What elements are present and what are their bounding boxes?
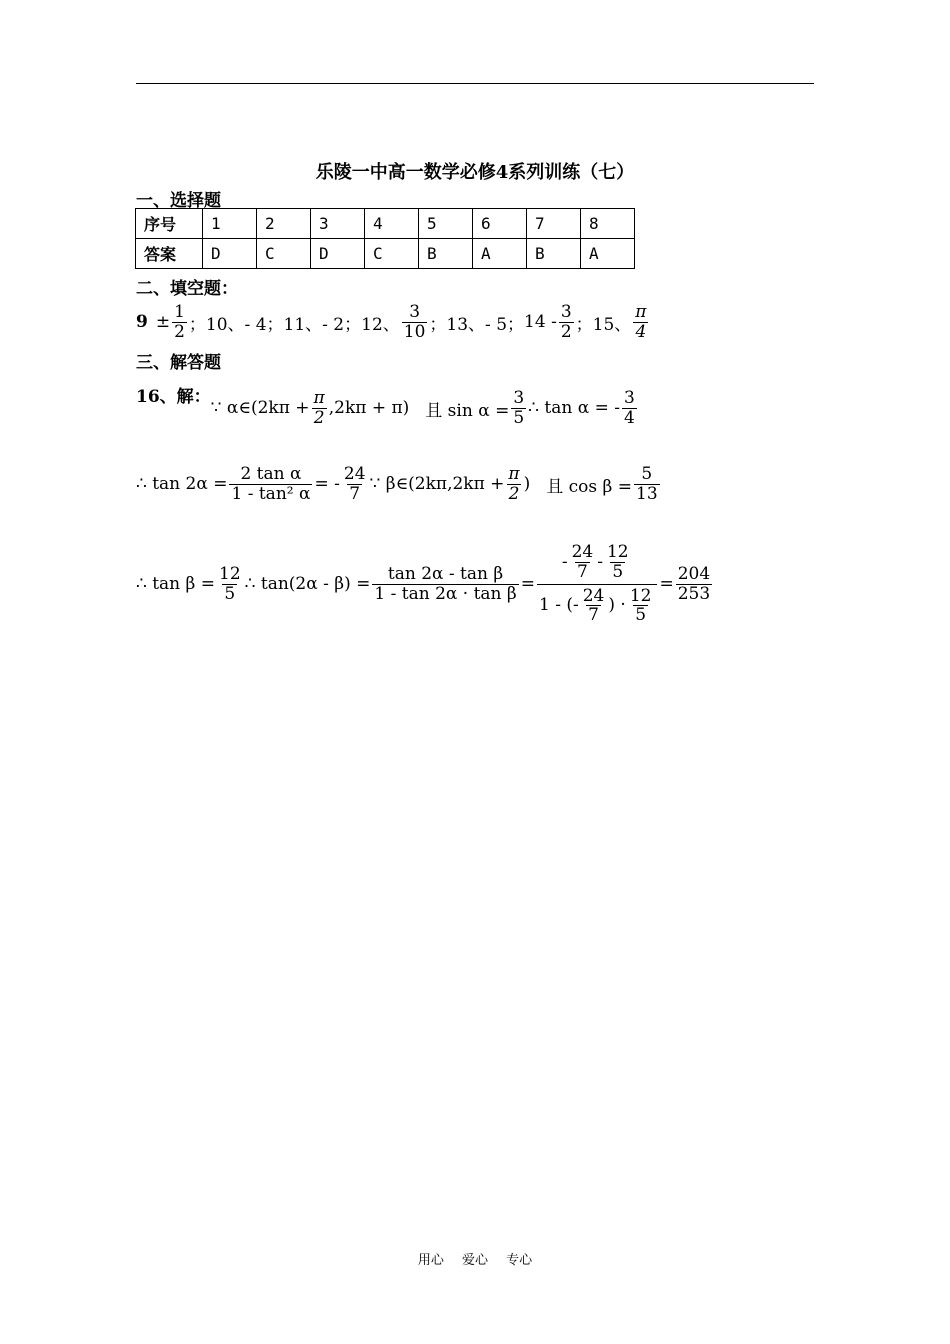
row-label-number: 序号 (136, 209, 203, 239)
fraction: $\frac{5}{13}$ (636, 463, 658, 504)
solution-line-2: ∴ tan 2α = $\frac{\text{2 tan α}}{\text{1 - tan² α}}$ = - $\frac{24}{7}$ ∵ β∈(2kπ,2kπ + $\frac{\pi}{2}$ ) 且 cos β = $\frac{5}{13}$ (136, 463, 658, 504)
fraction: $\frac{12}{5}$ (219, 563, 241, 604)
table-cell: D (311, 239, 365, 269)
table-cell: B (419, 239, 473, 269)
table-cell: D (203, 239, 257, 269)
compound-fraction: - $\frac{24}{7}$ - $\frac{12}{5}$ 1 - (- $\frac{24}{7}$ ) · $\frac{12}{5}$ (537, 543, 657, 625)
fraction: $\frac{\pi}{2}$ (508, 463, 520, 504)
answer-table (135, 208, 635, 269)
table-cell: 3 (311, 209, 365, 239)
solution-line-3: ∴ tan β = $\frac{12}{5}$ ∴ tan(2α - β) = $\frac{\text{tan 2α - tan β}}{\text{1 - tan 2α · tan β}}$ = - $\frac{24}{7}$ - $\frac{12}{5}$ 1 - (- $\frac{24}{7}$ ) · $\frac{12}{5}$ = $\frac{204}{253}$ (136, 542, 711, 626)
row-label-answer: 答案 (136, 239, 203, 269)
table-cell: A (473, 239, 527, 269)
fraction: $\frac{3}{2}$ (560, 301, 572, 342)
section-fill-heading: 二、填空题： (136, 279, 238, 299)
fraction: $\frac{1}{2}$ (174, 301, 185, 342)
table-cell: B (527, 239, 581, 269)
section-solve-heading: 三、解答题 (136, 353, 221, 373)
page-footer: 用心 爱心 专心 (417, 1253, 533, 1268)
fraction: $\frac{3}{4}$ (623, 387, 635, 428)
table-cell: 5 (419, 209, 473, 239)
table-cell: 7 (527, 209, 581, 239)
fraction: $\frac{\pi}{4}$ (635, 301, 647, 342)
header-rule (136, 83, 814, 84)
table-cell: 1 (203, 209, 257, 239)
section-choice-heading: 一、选择题 (136, 191, 221, 211)
table-cell: 2 (257, 209, 311, 239)
fraction: $\frac{\pi}{2}$ (313, 387, 325, 428)
fill-answers-line: 9 ± $\frac{1}{2}$ ； 10、- 4 ； 11、- 2 ； 12、 $\frac{3}{10}$ ； 13、- 5 ； 14 - $\frac{3}{2}$ ； 15、 $\frac{\pi}{4}$ (136, 301, 647, 342)
fraction: $\frac{204}{253}$ (677, 563, 711, 604)
fraction: $\frac{\text{tan 2α - tan β}}{\text{1 - tan 2α · tan β}}$ (374, 563, 517, 604)
problem-label: 16、解： (136, 387, 211, 407)
table-cell: 6 (473, 209, 527, 239)
fraction: $\frac{24}{7}$ (343, 463, 366, 504)
table-cell: A (581, 239, 635, 269)
fraction: $\frac{3}{10}$ (403, 301, 426, 342)
table-cell: 4 (365, 209, 419, 239)
table-cell: C (365, 239, 419, 269)
table-cell: 8 (581, 209, 635, 239)
table-row (136, 239, 635, 269)
solution-line-1: 16、解： ∵ α∈(2kπ + $\frac{\pi}{2}$ ,2kπ + π) 且 sin α = $\frac{3}{5}$ ∴ tan α = - $\frac{3}{4}$ (136, 382, 639, 434)
fraction: $\frac{\text{2 tan α}}{\text{1 - tan² α}}$ (231, 463, 311, 504)
fraction: $\frac{3}{5}$ (513, 387, 525, 428)
page-title: 乐陵一中高一数学必修4系列训练（七） (315, 162, 635, 183)
table-row (136, 209, 635, 239)
table-cell: C (257, 239, 311, 269)
